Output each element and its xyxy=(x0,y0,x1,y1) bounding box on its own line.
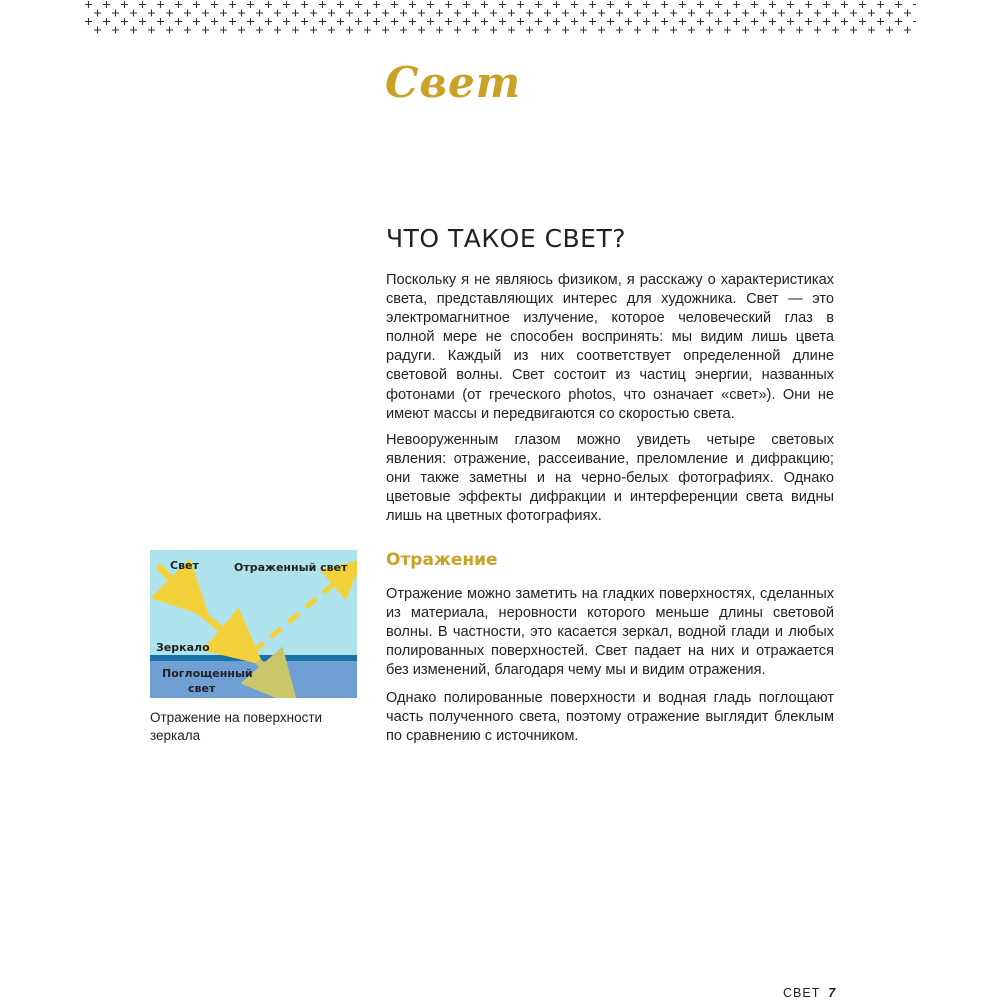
label-absorbed-line1: Поглощенный xyxy=(162,667,253,680)
cross-pattern-icon xyxy=(84,0,916,34)
reflection-diagram xyxy=(150,550,357,698)
paragraph-phenomena-text: Невооруженным глазом можно увидеть четыре световых явления: отражение, рассеивание, преломление и дифракцию; они также заметны и на черно-белых фотографиях. Однако цветовые эффекты дифракции и интерференции света видны лишь на цветных фотографиях. xyxy=(386,432,834,525)
label-absorbed-line2: свет xyxy=(188,682,216,695)
figure-caption: Отражение на поверхности зеркала xyxy=(150,710,323,743)
reflection-paragraph-1 xyxy=(386,585,834,680)
decorative-pattern-band xyxy=(84,0,916,34)
label-reflected-light: Отраженный свет xyxy=(234,561,348,574)
running-head: СВЕТ xyxy=(783,986,821,1000)
page-footer xyxy=(783,986,836,1000)
page-number: 7 xyxy=(828,986,837,1000)
paragraph-intro xyxy=(386,271,834,424)
paragraph-phenomena xyxy=(386,431,834,526)
label-light: Свет xyxy=(170,559,199,572)
reflection-paragraph-1-text: Отражение можно заметить на гладких поверхностях, сделанных из материала, неровности которого меньше длины световой волны. В частности, это касается зеркал, водной глади и любых полированных поверхностей. Свет падает на них и отражается без изменений, благодаря чему мы и видим отражения. xyxy=(386,586,834,679)
section-heading: ЧТО ТАКОЕ СВЕТ? xyxy=(386,224,627,253)
mirror-line xyxy=(150,655,357,661)
chapter-title: Свет xyxy=(385,58,522,107)
reflection-heading: Отражение xyxy=(386,550,498,570)
paragraph-intro-text: Поскольку я не являюсь физиком, я расскажу о характеристиках света, представляющих интерес для художника. Свет — это электромагнитное излучение, которое человеческий глаз в полной мере не способен воспринять: мы видим лишь цвета радуги. Каждый из них соответствует определенной длине световой волны. Свет состоит из частиц энергии, названных фотонами (от греческого photos, что означает «свет»). Они не имеют массы и передвигаются со скоростью света. xyxy=(386,272,834,422)
reflection-paragraph-2-text: Однако полированные поверхности и водная гладь поглощают часть полученного света, поэтому отражение выглядит блеклым по сравнению с источником. xyxy=(386,690,834,745)
reflection-paragraph-2 xyxy=(386,689,834,746)
label-mirror: Зеркало xyxy=(156,641,210,654)
